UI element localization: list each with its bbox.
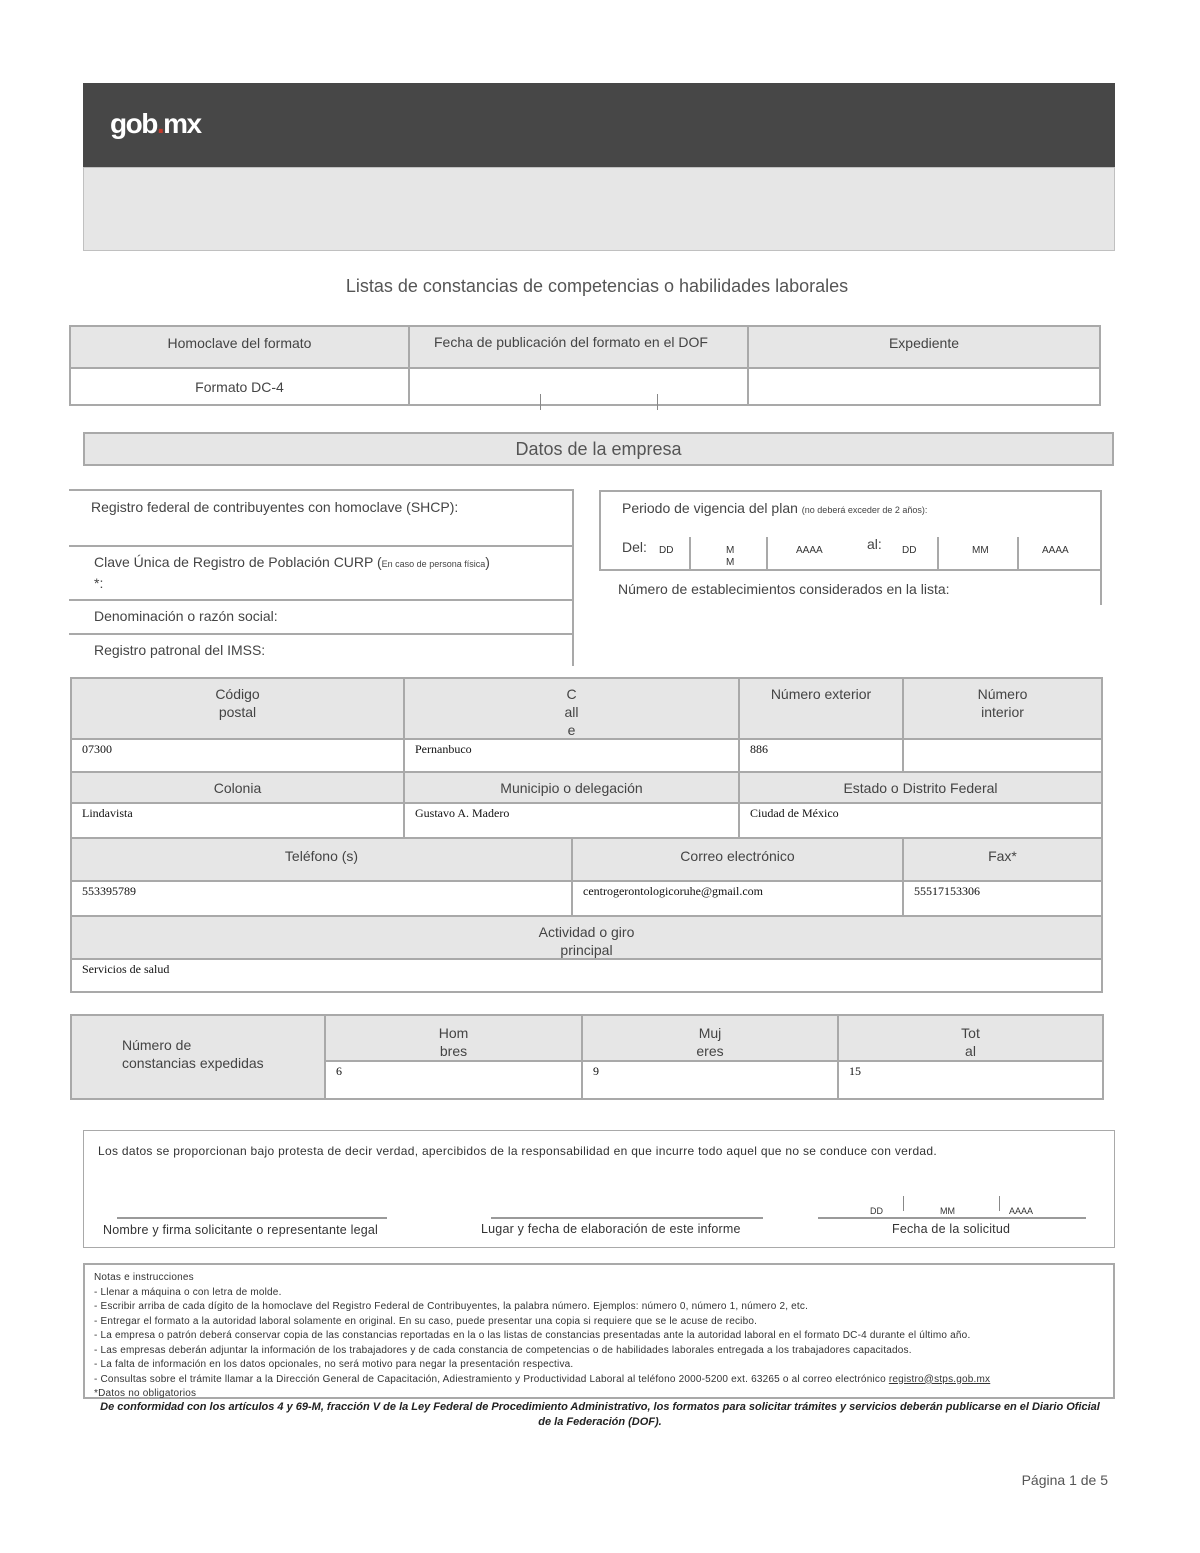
divider	[69, 489, 573, 491]
notes-list	[94, 1271, 990, 1402]
divider	[599, 490, 1102, 492]
colonia-header: Colonia	[70, 771, 405, 804]
estado-header: Estado o Distrito Federal	[738, 771, 1103, 804]
note-optional: *Datos no obligatorios	[94, 1388, 197, 1399]
date-separator	[540, 394, 541, 410]
date-separator	[903, 1196, 904, 1211]
divider	[69, 599, 573, 601]
expediente-value[interactable]	[747, 367, 1101, 406]
divider	[689, 537, 691, 569]
homoclave-header: Homoclave del formato	[69, 325, 410, 369]
fecha-dd[interactable]: DD	[870, 1206, 883, 1216]
denominacion-label: Denominación o razón social:	[94, 608, 278, 624]
curp-note: En caso de persona física	[381, 559, 486, 569]
signature-line-lugar[interactable]	[491, 1217, 763, 1219]
signature-line-nombre[interactable]	[117, 1217, 387, 1219]
codigo-postal-header: Código postal	[70, 677, 405, 740]
contact-email-link[interactable]: registro@stps.gob.mx	[888, 1373, 991, 1385]
signature-label-nombre: Nombre y firma solicitante o representante legal	[103, 1223, 379, 1237]
note-item: - Las empresas deberán adjuntar la información de los trabajadores y de cada constancia de competencias o de habilidades laborales entregada a los trabajadores capacitados.	[94, 1344, 912, 1356]
curp-star: *:	[94, 575, 104, 591]
constancias-label: Número de constancias expedidas	[70, 1014, 326, 1100]
signature-label-fecha: Fecha de la solicitud	[892, 1222, 1011, 1236]
municipio-value[interactable]: Gustavo A. Madero	[403, 802, 740, 839]
contact-text: - Consultas sobre el trámite llamar a la Dirección General de Capacitación, Adiestramiento y Productividad Laboral al teléfono 2000-5200 ext. 63265 o al correo electrónico	[94, 1373, 889, 1385]
legal-disclaimer: De conformidad con los artículos 4 y 69-M, fracción V de la Ley Federal de Procedimiento Administrativo, los formatos para solicitar trámites y servicios deberán publicarse en el Diario Oficial de la Federación (DOF).	[100, 1401, 1100, 1428]
signature-label-lugar: Lugar y fecha de elaboración de este informe	[481, 1222, 741, 1236]
divider	[766, 537, 768, 569]
divider	[1017, 537, 1019, 569]
divider	[937, 537, 939, 569]
al-label: al:	[867, 536, 882, 552]
del-aaaa[interactable]: AAAA	[796, 545, 823, 556]
divider	[69, 545, 573, 547]
numero-exterior-value[interactable]: 886	[738, 738, 904, 773]
mujeres-header: Mujeres	[581, 1014, 839, 1062]
del-label: Del:	[622, 539, 647, 555]
total-value[interactable]: 15	[837, 1060, 1104, 1100]
note-item: - Escribir arriba de cada dígito de la homoclave del Registro Federal de Contribuyentes, la palabra número. Ejemplos: número 0, número 1, número 2, etc.	[94, 1301, 809, 1312]
signature-line-fecha[interactable]	[818, 1217, 1086, 1219]
fecha-aaaa[interactable]: AAAA	[1009, 1206, 1034, 1216]
header-banner	[83, 83, 1115, 167]
curp-label	[94, 554, 490, 570]
hombres-value[interactable]: 6	[324, 1060, 583, 1100]
declaration-text: Los datos se proporcionan bajo protesta de decir verdad, apercibidos de la responsabilidad en que incurre todo aquel que no se conduce con verdad.	[98, 1144, 938, 1158]
estado-value[interactable]: Ciudad de México	[738, 802, 1103, 839]
actividad-header: Actividad o giro principal	[70, 915, 1103, 960]
expediente-header: Expediente	[747, 325, 1101, 369]
page-number: Página 1 de 5	[1021, 1472, 1108, 1488]
homoclave-value[interactable]: Formato DC-4	[69, 367, 410, 406]
fax-header: Fax*	[902, 837, 1103, 882]
establecimientos-label: Número de establecimientos considerados en la lista:	[618, 581, 950, 597]
note-item: - Entregar el formato a la autoridad laboral solamente en original. En su caso, puede presentar una copia si requiere que se le acuse de recibo.	[94, 1315, 758, 1327]
calle-value[interactable]: Pernanbuco	[403, 738, 740, 773]
divider	[69, 633, 573, 635]
mujeres-value[interactable]: 9	[581, 1060, 839, 1100]
correo-value[interactable]: centrogerontologicoruhe@gmail.com	[571, 880, 904, 917]
divider	[572, 489, 574, 666]
municipio-header: Municipio o delegación	[403, 771, 740, 804]
numero-exterior-header: Número exterior	[738, 677, 904, 740]
imss-label: Registro patronal del IMSS:	[94, 642, 266, 658]
fax-value[interactable]: 55517153306	[902, 880, 1103, 917]
section-title-empresa: Datos de la empresa	[83, 432, 1114, 466]
al-dd[interactable]: DD	[902, 545, 917, 556]
calle-header: Calle	[403, 677, 740, 740]
fecha-dof-value[interactable]	[408, 367, 749, 406]
actividad-value[interactable]: Servicios de salud	[70, 958, 1103, 993]
al-aaaa[interactable]: AAAA	[1042, 545, 1069, 556]
al-mm[interactable]: MM	[972, 545, 989, 556]
periodo-label	[622, 500, 927, 516]
curp-label-text: Clave Única de Registro de Población CURP (	[94, 554, 382, 570]
notes-title: Notas e instrucciones	[94, 1272, 194, 1283]
periodo-label-text: Periodo de vigencia del plan	[622, 500, 802, 516]
fecha-mm[interactable]: MM	[940, 1206, 955, 1216]
curp-label-close: )	[485, 554, 490, 570]
note-item-contact	[94, 1373, 990, 1388]
divider	[599, 490, 601, 570]
document-title: Listas de constancias de competencias o habilidades laborales	[345, 276, 849, 296]
date-separator	[657, 394, 658, 410]
total-header: Total	[837, 1014, 1104, 1062]
periodo-note: (no deberá exceder de 2 años):	[801, 505, 928, 515]
note-item: - La empresa o patrón deberá conservar copia de las constancias reportadas en la o las listas de constancias presentadas ante la autoridad laboral en el formato DC-4 durante el último año.	[94, 1330, 971, 1341]
date-separator	[999, 1196, 1000, 1211]
gobmx-logo: gob.mx	[110, 108, 201, 139]
telefono-value[interactable]: 553395789	[70, 880, 573, 917]
header-subbanner	[83, 167, 1115, 251]
codigo-postal-value[interactable]: 07300	[70, 738, 405, 773]
note-item: - Llenar a máquina o con letra de molde.	[94, 1286, 282, 1298]
numero-interior-value[interactable]	[902, 738, 1103, 773]
hombres-header: Hombres	[324, 1014, 583, 1062]
divider	[1100, 490, 1102, 605]
numero-interior-header: Número interior	[902, 677, 1103, 740]
note-item: - La falta de información en los datos opcionales, no será motivo para negar la presentación respectiva.	[94, 1359, 574, 1370]
telefono-header: Teléfono (s)	[70, 837, 573, 882]
rfc-label: Registro federal de contribuyentes con homoclave (SHCP):	[91, 499, 459, 515]
del-mm[interactable]: MM	[726, 545, 735, 568]
fecha-dof-header: Fecha de publicación del formato en el DOF	[408, 325, 749, 369]
colonia-value[interactable]: Lindavista	[70, 802, 405, 839]
divider	[599, 569, 1102, 571]
del-dd[interactable]: DD	[659, 545, 674, 556]
correo-header: Correo electrónico	[571, 837, 904, 882]
